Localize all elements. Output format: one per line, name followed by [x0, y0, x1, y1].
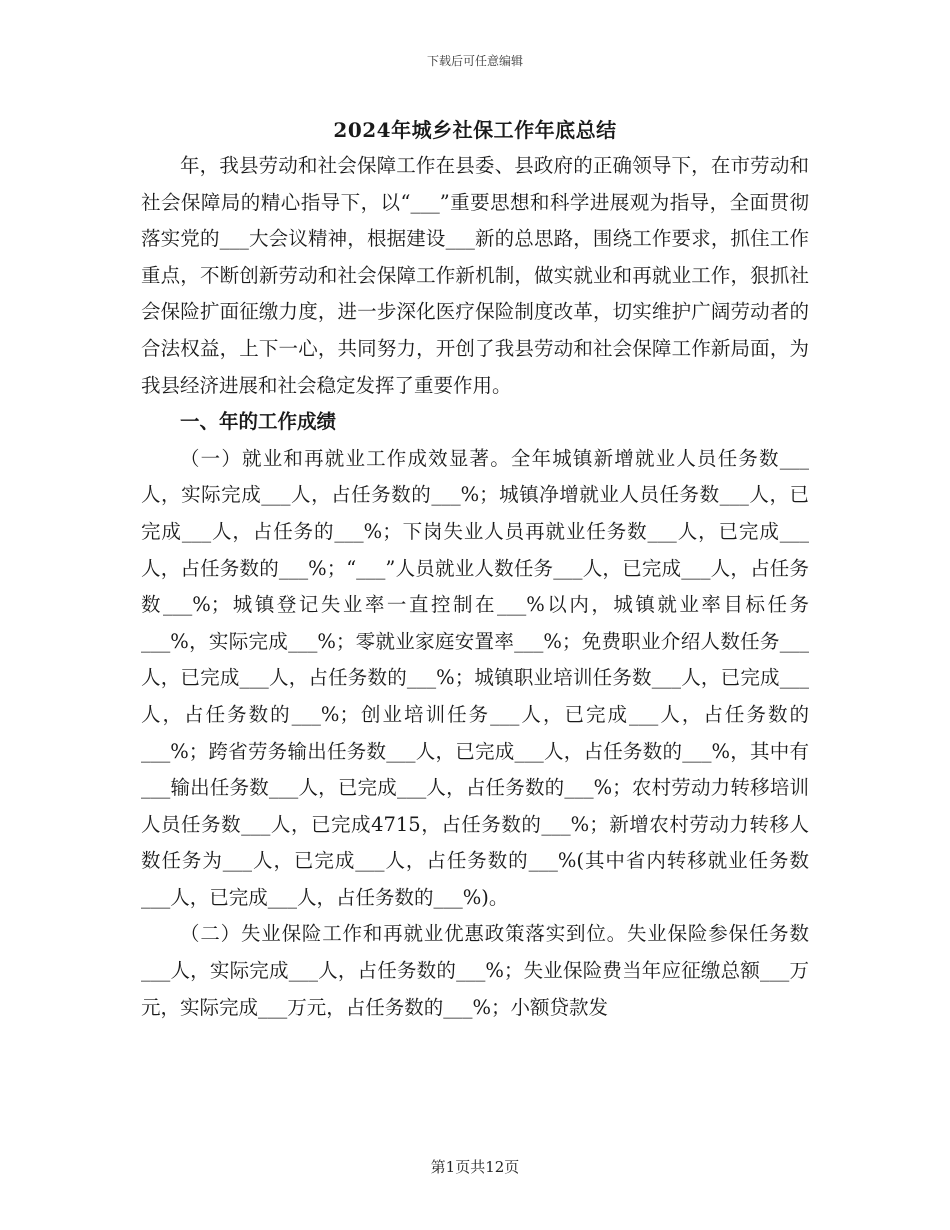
- unemployment-insurance-paragraph: （二）失业保险工作和再就业优惠政策落实到位。失业保险参保任务数___人，实际完成___人，占任务数的___%；失业保险费当年应征缴总额___万元，实际完成___万元，占任务数的___%；小额贷款发: [141, 922, 809, 1019]
- header-note: 下载后可任意编辑: [426, 54, 523, 68]
- intro-paragraph: 年，我县劳动和社会保障工作在县委、县政府的正确领导下，在市劳动和社会保障局的精心指导下，以“___”重要思想和科学进展观为指导，全面贯彻落实党的___大会议精神，根据建设___新的总思路，围绕工作要求，抓住工作重点，不断创新劳动和社会保障工作新机制，做实就业和再就业工作，狠抓社会保险扩面征缴力度，进一步深化医疗保险制度改革，切实维护广阔劳动者的合法权益，上下一心，共同努力，开创了我县劳动和社会保障工作新局面，为我县经济进展和社会稳定发挥了重要作用。: [141, 154, 809, 397]
- document-title: 2024年城乡社保工作年底总结: [333, 118, 617, 142]
- employment-paragraph: （一）就业和再就业工作成效显著。全年城镇新增就业人员任务数___人，实际完成___人，占任务数的___%；城镇净增就业人员任务数___人，已完成___人，占任务的___%；下岗失业人员再就业任务数___人，已完成___人，占任务数的___%；“___”人员就业人数任务___人，已完成___人，占任务数___%；城镇登记失业率一直控制在___%以内，城镇就业率目标任务___%，实际完成___%；零就业家庭安置率___%；免费职业介绍人数任务___人，已完成___人，占任务数的___%；城镇职业培训任务数___人，已完成___人，占任务数的___%；创业培训任务___人，已完成___人，占任务数的___%；跨省劳务输出任务数___人，已完成___人，占任务数的___%，其中有___输出任务数___人，已完成___人，占任务数的___%；农村劳动力转移培训人员任务数___人，已完成4715，占任务数的___%；新增农村劳动力转移人数任务为___人，已完成___人，占任务数的___%(其中省内转移就业任务数___人，已完成___人，占任务数的___%)。: [141, 446, 809, 909]
- section-heading: 一、年的工作成绩: [180, 410, 337, 434]
- page-footer: 第1页共12页: [430, 1158, 520, 1176]
- document-body: [141, 148, 809, 1026]
